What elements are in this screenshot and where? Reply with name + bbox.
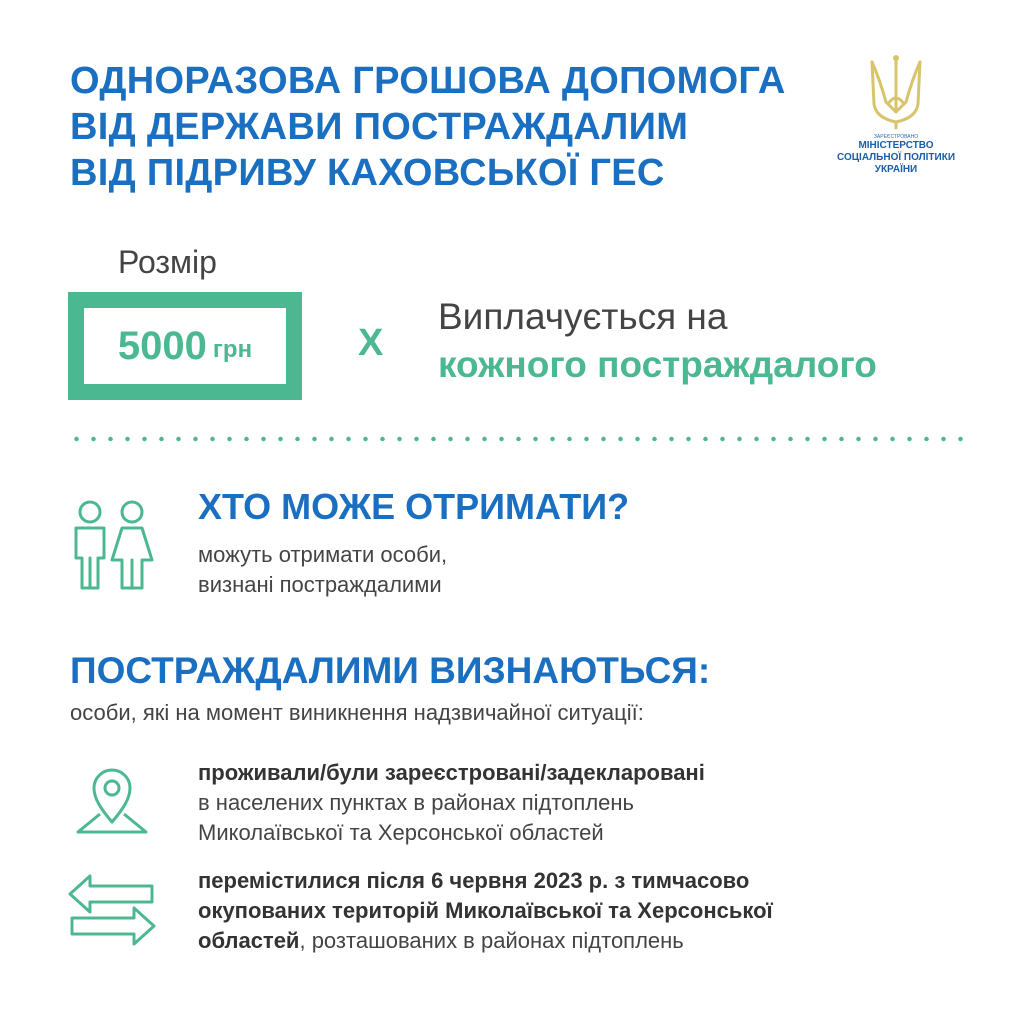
swap-arrows-icon	[66, 872, 158, 948]
title-line: ВІД ДЕРЖАВИ ПОСТРАЖДАЛИМ	[70, 106, 689, 148]
criteria-line: в населених пунктах в районах підтоплень	[198, 790, 635, 815]
logo-small-text: ЗАРЕЄСТРОВАНО	[873, 134, 919, 140]
people-icon	[66, 496, 166, 596]
ministry-logo	[826, 52, 966, 212]
title-line: ОДНОРАЗОВА ГРОШОВА ДОПОМОГА	[70, 60, 786, 102]
victims-title: ПОСТРАЖДАЛИМИ ВИЗНАЮТЬСЯ:	[70, 650, 711, 691]
amount-value: 5000	[117, 323, 207, 368]
who-title: ХТО МОЖЕ ОТРИМАТИ?	[198, 486, 630, 527]
amount-label: Розмір	[118, 244, 217, 280]
location-pin-icon	[72, 760, 152, 840]
page-title	[70, 58, 830, 196]
criteria-bold: окупованих територій Миколаївської та Херсонської	[198, 898, 773, 923]
criteria-line: , розташованих в районах підтоплень	[299, 928, 684, 953]
multiplier-sign: X	[358, 322, 384, 364]
paid-line-2: кожного постраждалого	[438, 344, 877, 385]
banknote-inner	[84, 308, 286, 384]
logo-text	[826, 140, 966, 176]
victims-subtitle: особи, які на момент виникнення надзвичайної ситуації:	[70, 700, 644, 725]
criteria-line: Миколаївської та Херсонської областей	[198, 820, 604, 845]
amount-currency: грн	[212, 336, 253, 363]
title-line: ВІД ПІДРИВУ КАХОВСЬКОЇ ГЕС	[70, 152, 665, 194]
criteria-item-2	[198, 866, 773, 956]
who-line: визнані постраждалими	[198, 572, 442, 597]
criteria-bold: областей	[198, 928, 300, 953]
who-text	[198, 540, 447, 600]
criteria-bold: перемістилися після 6 червня 2023 р. з тимчасово	[198, 868, 750, 893]
logo-line: УКРАЇНИ	[874, 164, 918, 175]
logo-line: МІНІСТЕРСТВО	[858, 140, 934, 151]
who-line: можуть отримати особи,	[198, 542, 448, 567]
dotted-divider	[68, 436, 964, 442]
logo-line: СОЦІАЛЬНОЇ ПОЛІТИКИ	[836, 152, 956, 163]
paid-line-1: Виплачується на	[438, 296, 728, 337]
criteria-bold: проживали/були зареєстровані/задекларовані	[198, 760, 705, 785]
trident-emblem-icon	[864, 52, 928, 132]
criteria-item-1	[198, 758, 705, 848]
banknote-frame	[68, 292, 302, 400]
